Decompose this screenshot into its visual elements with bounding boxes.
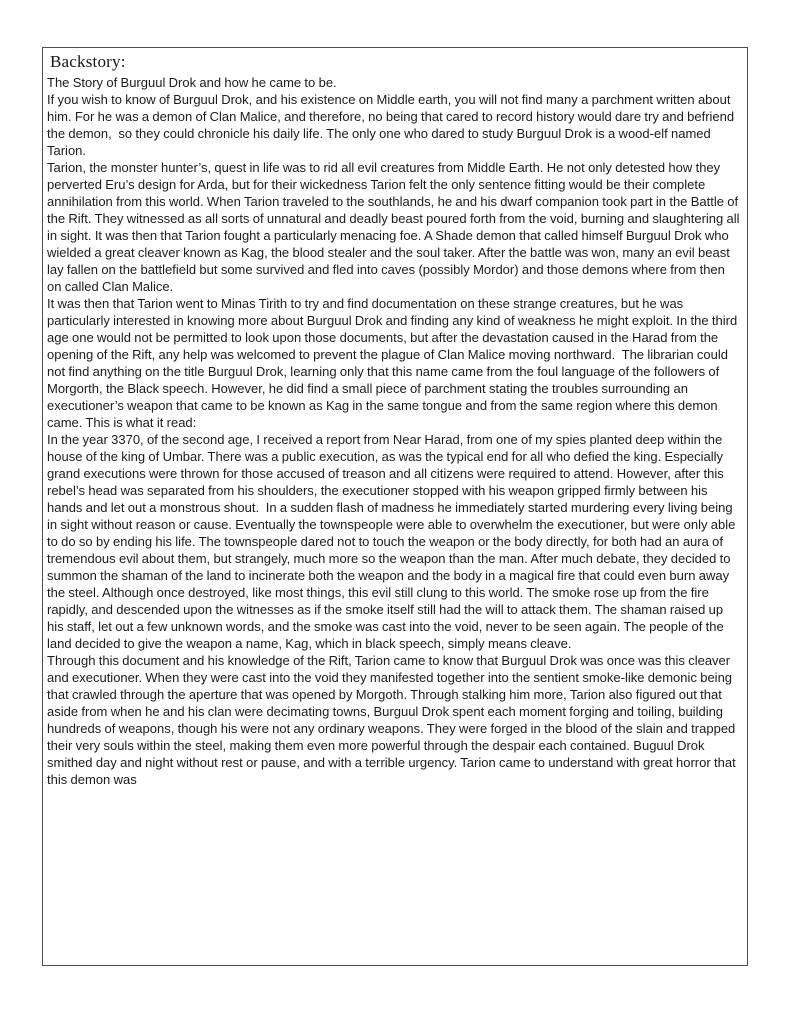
paragraph: If you wish to know of Burguul Drok, and his existence on Middle earth, you will not find many a parchment written about him. For he was a demon of Clan Malice, and therefore, no being that cared to record history would dare try and befriend the demon, so they could chronicle his daily life. The only one who dared to study Burguul Drok is a wood-elf named Tarion. bbox=[47, 92, 738, 158]
paragraph: Through this document and his knowledge of the Rift, Tarion came to know that Burguul Drok was once was this cleaver and executioner. When they were cast into the void they manifested together into the sentient smoke-like demonic being that crawled through the aperture that was opened by Morgoth. Through stalking him more, Tarion also figured out that aside from when he and his clan were decimating towns, Burguul Drok spent each moment forging and toiling, building hundreds of weapons, though his were not any ordinary weapons. They were forged in the blood of the slain and trapped their very souls within the steel, making them even more powerful through the despair each contained. Buguul Drok smithed day and night without rest or pause, and with a terrible urgency. Tarion came to understand with great horror that this demon was bbox=[47, 653, 739, 787]
paragraph: Tarion, the monster hunter’s, quest in life was to rid all evil creatures from Middle Earth. He not only detested how they perverted Eru’s design for Arda, but for their wickedness Tarion felt the only sentence fitting would be their complete annihilation from this world. When Tarion traveled to the southlands, he and his dwarf companion took part in the Battle of the Rift. They witnessed as all sorts of unnatural and deadly beast poured forth from the void, burning and slaughtering all in sight. It was then that Tarion fought a particularly menacing foe. A Shade demon that called himself Burguul Drok who wielded a great cleaver known as Kag, the blood stealer and the soul taker. After the battle was won, many an evil beast lay fallen on the battlefield but some survived and fled into caves (possibly Mordor) and those demons where from then on called Clan Malice. bbox=[47, 160, 743, 294]
backstory-box bbox=[42, 47, 748, 966]
backstory-heading: Backstory: bbox=[50, 52, 126, 71]
backstory-text bbox=[47, 74, 742, 788]
paragraph: The Story of Burguul Drok and how he came to be. bbox=[47, 75, 337, 90]
paragraph: It was then that Tarion went to Minas Tirith to try and find documentation on these strange creatures, but he was particularly interested in knowing more about Burguul Drok and finding any kind of weakness he might exploit. In the third age one would not be permitted to look upon those documents, but after the devastation caused in the Harad from the opening of the Rift, any help was welcomed to prevent the plague of Clan Malice moving northward. The librarian could not find anything on the title Burguul Drok, learning only that this name came from the foul language of the followers of Morgorth, the Black speech. However, he did find a small piece of parchment stating the troubles surrounding an executioner’s weapon that came to be known as Kag in the same tongue and from the same region where this demon came. This is what it read: bbox=[47, 296, 741, 430]
paragraph: In the year 3370, of the second age, I received a report from Near Harad, from one of my spies planted deep within the house of the king of Umbar. There was a public execution, as was the typical end for all who defied the king. Especially grand executions were thrown for those accused of treason and all citizens were required to attend. However, after this rebel’s head was separated from his shoulders, the executioner stopped with his weapon gripped firmly between his hands and let out a monstrous shout. In a sudden flash of madness he immediately started murdering every living being in sight without reason or cause. Eventually the townspeople were able to overwhelm the executioner, but were only able to do so by ending his life. The townspeople dared not to touch the weapon or the body directly, for both had an aura of tremendous evil about them, but strangely, much more so the weapon than the man. After much debate, they decided to summon the shaman of the land to incinerate both the weapon and the body in a magical fire that could even burn away the steel. Although once destroyed, like most things, this evil still clung to this world. The smoke rose up from the fire rapidly, and descended upon the witnesses as if the smoke itself still had the will to attack them. The shaman raised up his staff, let out a few unknown words, and the smoke was cast into the void, never to be seen again. The people of the land decided to give the weapon a name, Kag, which in black speech, simply means cleave. bbox=[47, 432, 739, 651]
